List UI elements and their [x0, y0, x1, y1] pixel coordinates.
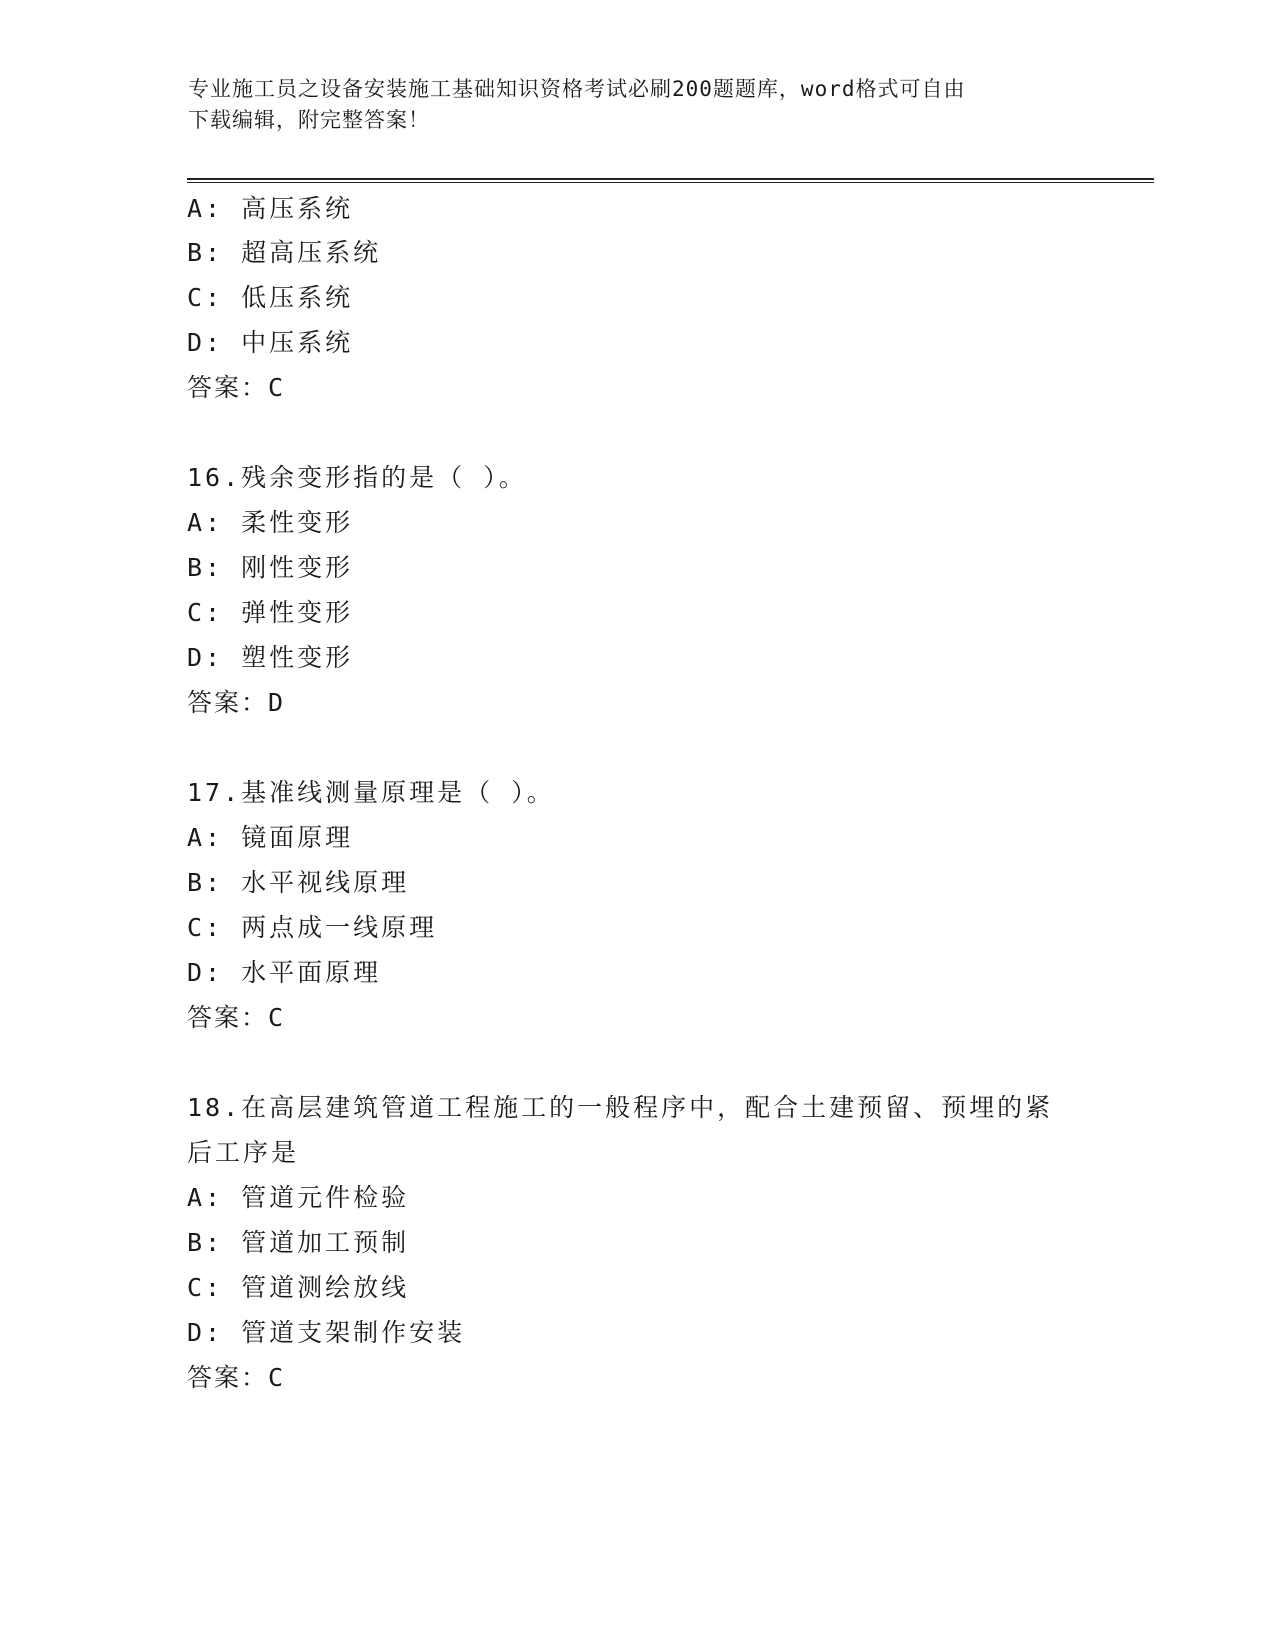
- q18-option-d: D: 管道支架制作安装: [187, 1318, 466, 1347]
- q18-stem-line-1: 18.在高层建筑管道工程施工的一般程序中，配合土建预留、预埋的紧: [187, 1093, 1054, 1122]
- q16-stem: 16.残余变形指的是（ ）。: [187, 463, 527, 492]
- q17-stem: 17.基准线测量原理是（ ）。: [187, 778, 555, 807]
- q15-answer: 答案：C: [187, 373, 286, 402]
- q18-stem-line-2: 后工序是: [187, 1138, 300, 1167]
- q15-option-d: D: 中压系统: [187, 328, 354, 357]
- q18-option-c: C: 管道测绘放线: [187, 1273, 410, 1302]
- header-line-1: 专业施工员之设备安装施工基础知识资格考试必刷200题题库，word格式可自由: [188, 77, 966, 101]
- q15-option-c: C: 低压系统: [187, 283, 354, 312]
- q17-option-b: B: 水平视线原理: [187, 868, 410, 897]
- q17-option-d: D: 水平面原理: [187, 958, 382, 987]
- q15-option-a: A: 高压系统: [187, 194, 354, 223]
- document-header: [188, 74, 1068, 136]
- q16-option-b: B: 刚性变形: [187, 553, 354, 582]
- header-line-2: 下载编辑，附完整答案！: [188, 108, 430, 132]
- header-divider-thin: [187, 182, 1154, 183]
- q17-option-c: C: 两点成一线原理: [187, 913, 438, 942]
- header-divider-thick: [187, 178, 1154, 180]
- q16-answer: 答案：D: [187, 688, 286, 717]
- q16-option-c: C: 弹性变形: [187, 598, 354, 627]
- q16-option-d: D: 塑性变形: [187, 643, 354, 672]
- q16-option-a: A: 柔性变形: [187, 508, 354, 537]
- q18-option-b: B: 管道加工预制: [187, 1228, 410, 1257]
- q18-answer: 答案：C: [187, 1363, 286, 1392]
- q18-option-a: A: 管道元件检验: [187, 1183, 410, 1212]
- q15-option-b: B: 超高压系统: [187, 238, 382, 267]
- q17-answer: 答案：C: [187, 1003, 286, 1032]
- q17-option-a: A: 镜面原理: [187, 823, 354, 852]
